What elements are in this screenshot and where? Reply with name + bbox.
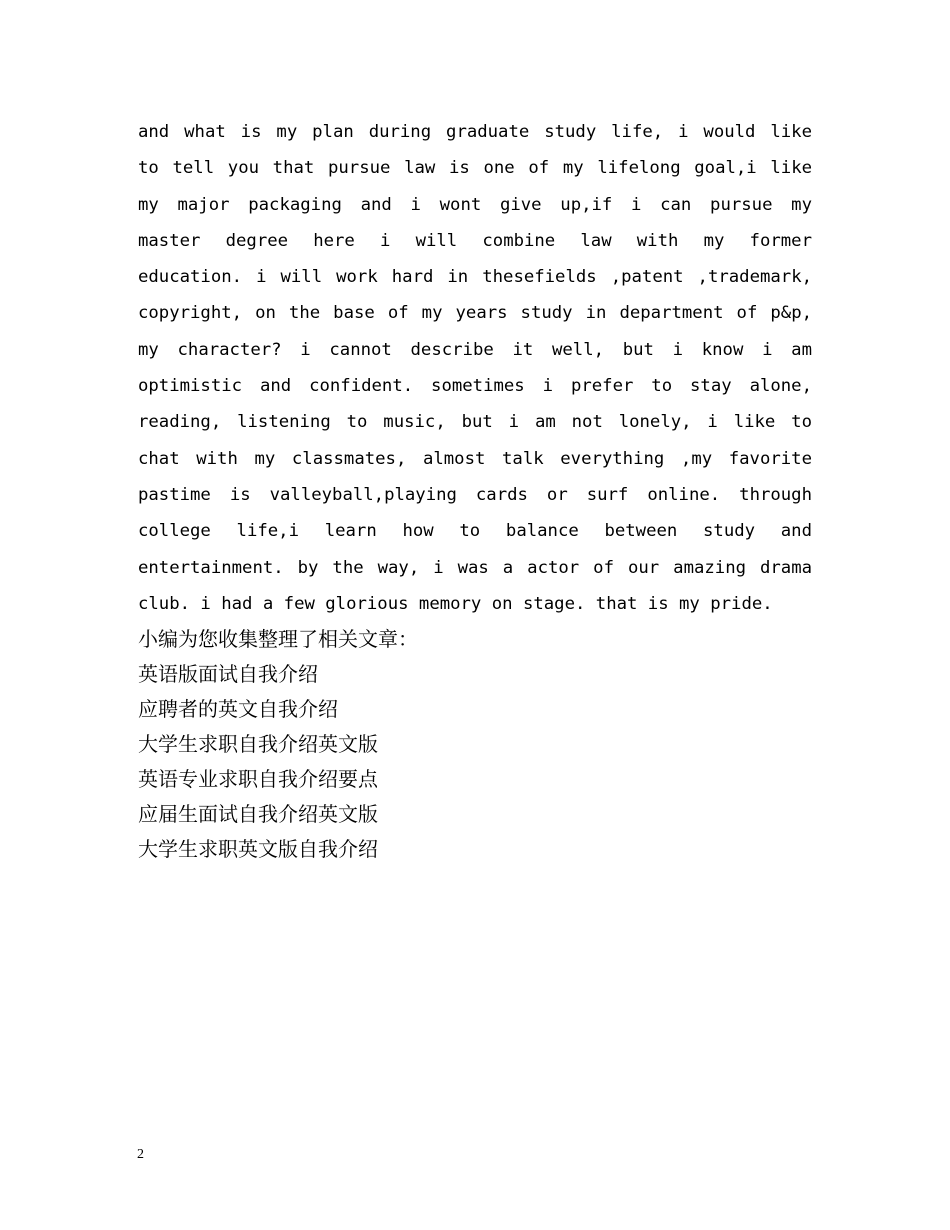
- paragraph-line: education. i will work hard in thesefields ,patent ,trademark,: [138, 267, 812, 288]
- paragraph-line: optimistic and confident. sometimes i prefer to stay alone,: [138, 376, 812, 397]
- paragraph-line: copyright, on the base of my years study in department of p&p,: [138, 303, 812, 324]
- related-article-item: 应聘者的英文自我介绍: [138, 697, 338, 721]
- related-articles-heading: 小编为您收集整理了相关文章：: [138, 627, 418, 651]
- english-paragraph: [138, 114, 812, 622]
- paragraph-line: my character? i cannot describe it well, but i know i am: [138, 339, 812, 360]
- related-article-item: 英语专业求职自我介绍要点: [138, 767, 378, 791]
- paragraph-line: and what is my plan during graduate study life, i would like: [138, 122, 812, 142]
- paragraph-line: master degree here i will combine law with my former: [138, 230, 812, 251]
- paragraph-line: college life,i learn how to balance between study and: [138, 521, 812, 542]
- related-article-item: 大学生求职英文版自我介绍: [138, 837, 378, 861]
- paragraph-line: pastime is valleyball,playing cards or surf online. through: [138, 484, 812, 505]
- related-article-item: 英语版面试自我介绍: [138, 662, 318, 686]
- related-articles-section: [138, 622, 812, 867]
- paragraph-line: club. i had a few glorious memory on stage. that is my pride.: [138, 593, 773, 614]
- paragraph-line: reading, listening to music, but i am not lonely, i like to: [138, 412, 812, 433]
- page-number: 2: [137, 1147, 144, 1162]
- paragraph-line: my major packaging and i wont give up,if i can pursue my: [138, 194, 812, 215]
- related-article-item: 应届生面试自我介绍英文版: [138, 802, 378, 826]
- paragraph-line: entertainment. by the way, i was a actor of our amazing drama: [138, 557, 812, 578]
- related-article-item: 大学生求职自我介绍英文版: [138, 732, 378, 756]
- paragraph-line: chat with my classmates, almost talk everything ,my favorite: [138, 448, 812, 469]
- paragraph-line: to tell you that pursue law is one of my lifelong goal,i like: [138, 158, 812, 179]
